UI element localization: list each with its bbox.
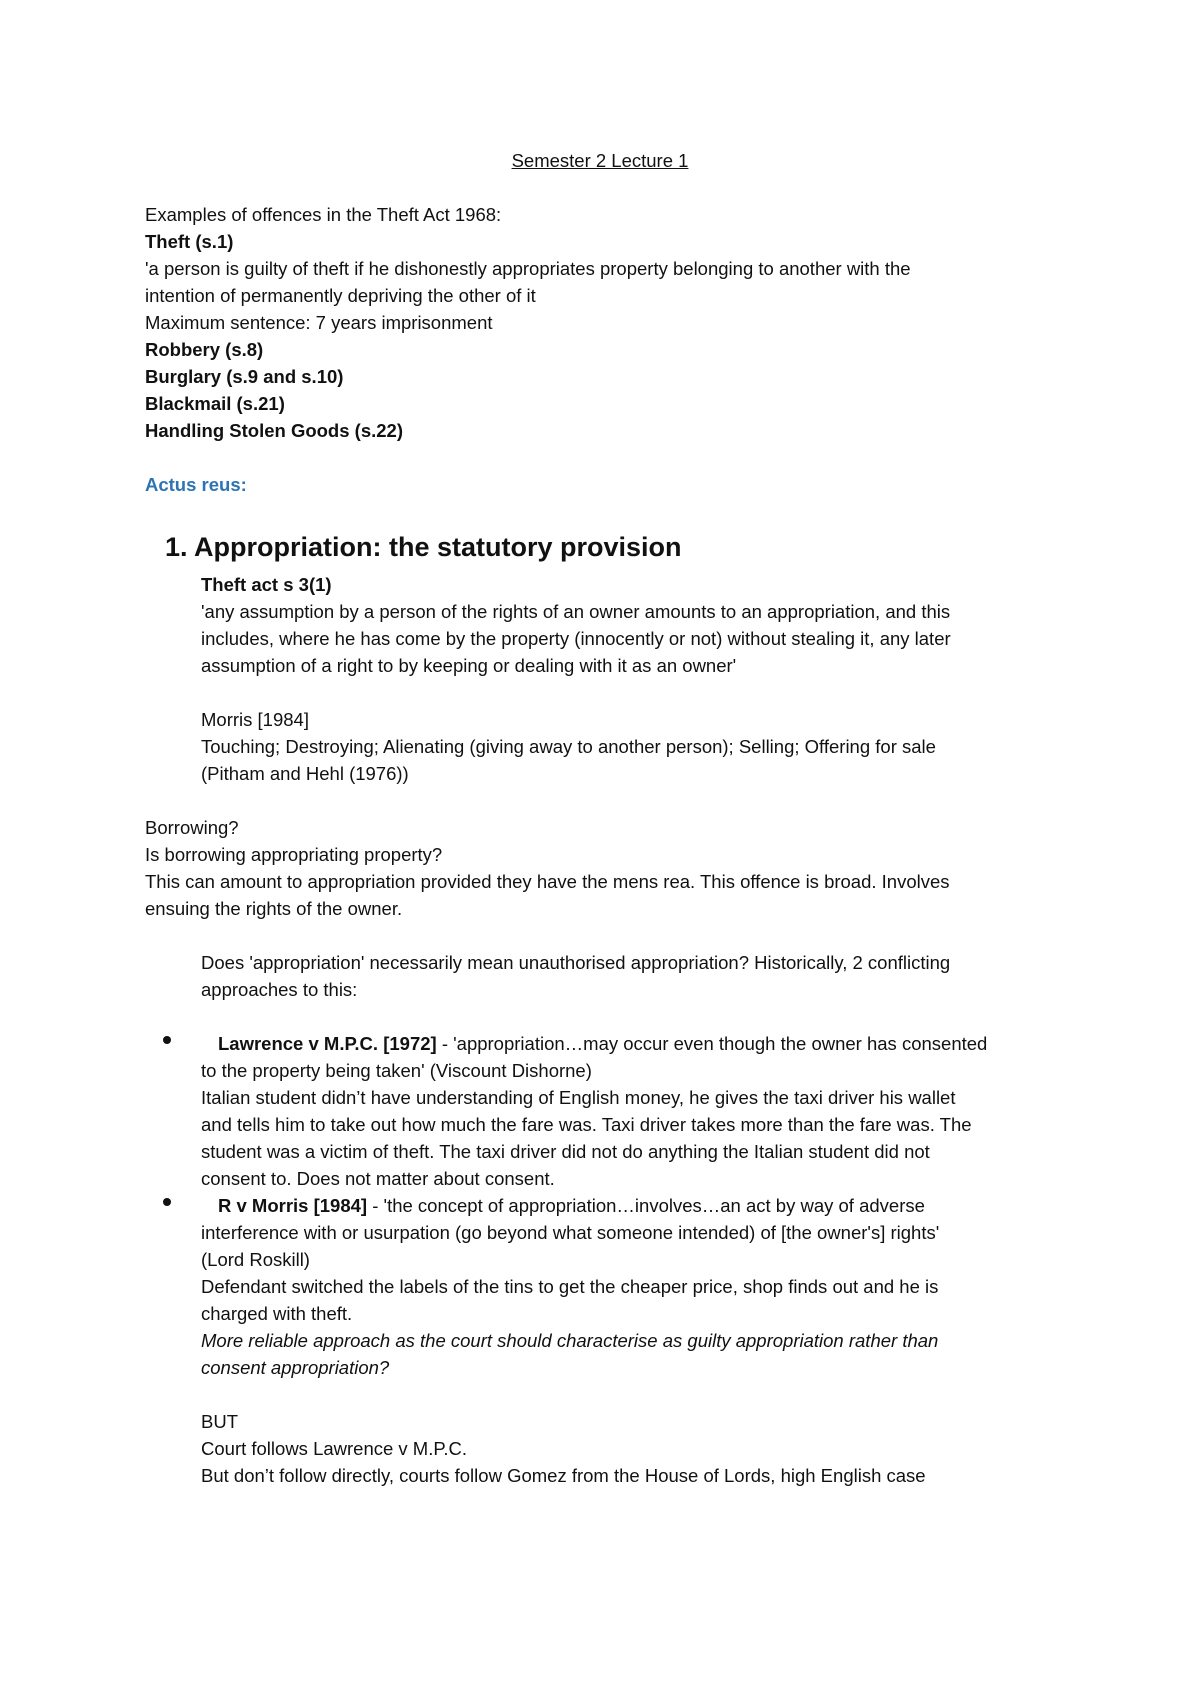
borrowing-answer-line-1: This can amount to appropriation provided they have the mens rea. This offence is broad. Involves <box>145 871 950 892</box>
offence-robbery: Robbery (s.8) <box>145 339 264 360</box>
examples-label: Examples of offences in the Theft Act 1968: <box>145 204 502 225</box>
lawrence-line-3: Italian student didn’t have understanding of English money, he gives the taxi driver his wallet <box>201 1087 956 1108</box>
lawrence-line-2: to the property being taken' (Viscount Dishorne) <box>201 1060 592 1081</box>
bullet-lawrence-first-line <box>218 1030 987 1057</box>
provision-quote-line-3: assumption of a right to by keeping or dealing with it as an owner' <box>201 655 737 676</box>
appropriation-examples-line-1: Touching; Destroying; Alienating (giving away to another person); Selling; Offering for sale <box>201 736 936 757</box>
lawrence-quote-start: - 'appropriation…may occur even though the owner has consented <box>436 1033 988 1054</box>
bullet-morris-first-line <box>218 1192 925 1219</box>
morris-quote-start: - 'the concept of appropriation…involves…an act by way of adverse <box>367 1195 925 1216</box>
provision-quote-line-2: includes, where he has come by the property (innocently or not) without stealing it, any later <box>201 628 951 649</box>
offence-blackmail: Blackmail (s.21) <box>145 393 285 414</box>
morris-line-4: Defendant switched the labels of the tins to get the cheaper price, shop finds out and he is <box>201 1276 939 1297</box>
lawrence-line-6: consent to. Does not matter about consent. <box>201 1168 555 1189</box>
borrowing-question: Is borrowing appropriating property? <box>145 844 443 865</box>
court-follows-line: Court follows Lawrence v M.P.C. <box>201 1438 467 1459</box>
morris-line-3: (Lord Roskill) <box>201 1249 310 1270</box>
max-sentence: Maximum sentence: 7 years imprisonment <box>145 312 493 333</box>
bullet-icon <box>163 1198 171 1206</box>
bullet-icon <box>163 1036 171 1044</box>
offence-handling: Handling Stolen Goods (s.22) <box>145 420 403 441</box>
appropriation-examples-line-2: (Pitham and Hehl (1976)) <box>201 763 409 784</box>
morris-case: Morris [1984] <box>201 709 309 730</box>
unauthorised-line-1: Does 'appropriation' necessarily mean unauthorised appropriation? Historically, 2 conflicting <box>201 952 951 973</box>
morris-line-5: charged with theft. <box>201 1303 353 1324</box>
morris-line-2: interference with or usurpation (go beyond what someone intended) of [the owner's] rights' <box>201 1222 940 1243</box>
but-label: BUT <box>201 1411 238 1432</box>
morris-italic-line-1: More reliable approach as the court should characterise as guilty appropriation rather than <box>201 1330 939 1351</box>
lawrence-line-5: student was a victim of theft. The taxi driver did not do anything the Italian student did not <box>201 1141 930 1162</box>
provision-heading: Theft act s 3(1) <box>201 574 332 595</box>
provision-quote-line-1: 'any assumption by a person of the rights of an owner amounts to an appropriation, and this <box>201 601 951 622</box>
morris-case-name: R v Morris [1984] <box>218 1195 368 1216</box>
document-title: Semester 2 Lecture 1 <box>511 150 689 171</box>
lawrence-line-4: and tells him to take out how much the fare was. Taxi driver takes more than the fare was. The <box>201 1114 972 1135</box>
lawrence-case-name: Lawrence v M.P.C. [1972] <box>218 1033 437 1054</box>
morris-italic-line-2: consent appropriation? <box>201 1357 390 1378</box>
actus-reus-heading: Actus reus: <box>145 474 247 495</box>
section1-heading: 1. Appropriation: the statutory provision <box>165 532 682 562</box>
theft-heading: Theft (s.1) <box>145 231 234 252</box>
borrowing-heading: Borrowing? <box>145 817 239 838</box>
theft-definition-line-1: 'a person is guilty of theft if he dishonestly appropriates property belonging to another with the <box>145 258 911 279</box>
borrowing-answer-line-2: ensuing the rights of the owner. <box>145 898 403 919</box>
theft-definition-line-2: intention of permanently depriving the other of it <box>145 285 536 306</box>
gomez-line: But don’t follow directly, courts follow Gomez from the House of Lords, high English case <box>201 1465 926 1486</box>
offence-burglary: Burglary (s.9 and s.10) <box>145 366 344 387</box>
unauthorised-line-2: approaches to this: <box>201 979 358 1000</box>
